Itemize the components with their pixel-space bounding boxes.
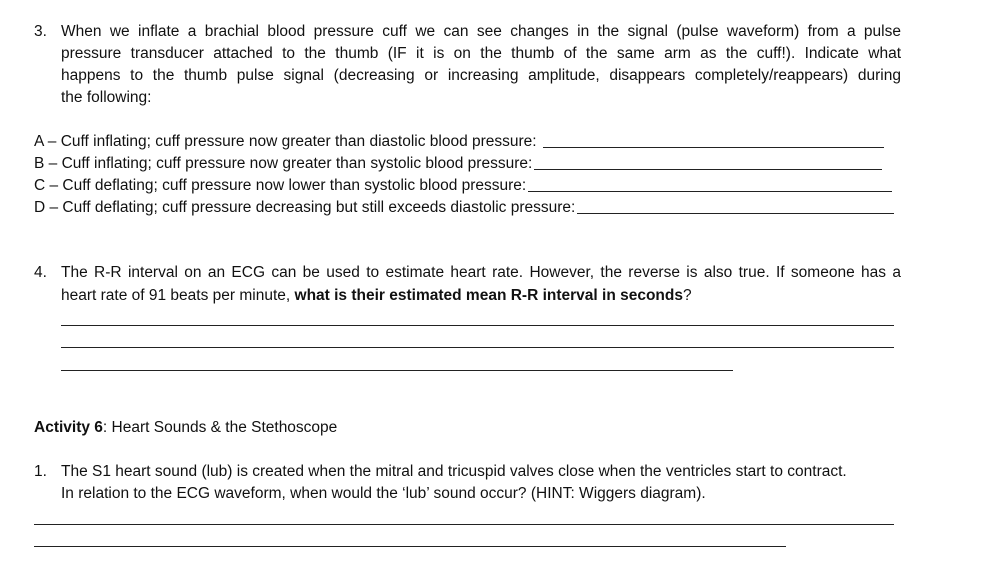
question-3-line-1: When we inflate a brachial blood pressure cuff we can see changes in the signal (pulse waveform) from a pulse [61, 23, 901, 40]
answer-row-c-label: C – Cuff deflating; cuff pressure now lower than systolic blood pressure: [34, 177, 527, 194]
question-4-line-2-end: ? [682, 287, 692, 304]
answer-row-b-label: B – Cuff inflating; cuff pressure now greater than systolic blood pressure: [34, 155, 533, 172]
answer-line-q1-2[interactable] [34, 546, 786, 547]
answer-blank-c[interactable] [528, 191, 892, 192]
question-1-number: 1. [34, 463, 47, 480]
question-3-number: 3. [34, 23, 47, 40]
question-4-line-2-text: heart rate of 91 beats per minute, [61, 287, 291, 304]
answer-line-q4-3[interactable] [61, 370, 733, 371]
question-4-line-1: The R-R interval on an ECG can be used to estimate heart rate. However, the reverse is also true. If someone has a [61, 264, 901, 281]
question-4-line-2-bold: what is their estimated mean R-R interval in seconds [294, 287, 683, 304]
answer-line-q1-1[interactable] [34, 524, 894, 525]
question-3-line-2: pressure transducer attached to the thumb (IF it is on the thumb of the same arm as the cuff!). Indicate what [61, 45, 901, 62]
answer-row-a [34, 131, 884, 153]
answer-line-q4-2[interactable] [61, 347, 894, 348]
question-3-line-3: happens to the thumb pulse signal (decreasing or increasing amplitude, disappears completely/reappears) during [61, 67, 901, 84]
answer-row-a-label: A – Cuff inflating; cuff pressure now greater than diastolic blood pressure: [34, 133, 537, 150]
question-1-line-1: The S1 heart sound (lub) is created when the mitral and tricuspid valves close when the ventricles start to contract. [61, 463, 847, 480]
answer-row-c [34, 175, 892, 197]
activity-heading [34, 417, 337, 439]
answer-blank-b[interactable] [534, 169, 882, 170]
activity-label: Activity 6 [34, 419, 103, 436]
question-3-line-4: the following: [61, 89, 152, 106]
activity-title: : Heart Sounds & the Stethoscope [102, 419, 338, 436]
answer-blank-a[interactable] [543, 147, 884, 148]
question-1-line-2: In relation to the ECG waveform, when would the ‘lub’ sound occur? (HINT: Wiggers diagram). [61, 485, 706, 502]
answer-line-q4-1[interactable] [61, 325, 894, 326]
answer-row-b [34, 153, 882, 175]
answer-blank-d[interactable] [577, 213, 894, 214]
answer-row-d [34, 197, 894, 219]
question-4-number: 4. [34, 264, 47, 281]
question-4-line-2 [61, 285, 692, 307]
answer-row-d-label: D – Cuff deflating; cuff pressure decreasing but still exceeds diastolic pressure: [34, 199, 576, 216]
